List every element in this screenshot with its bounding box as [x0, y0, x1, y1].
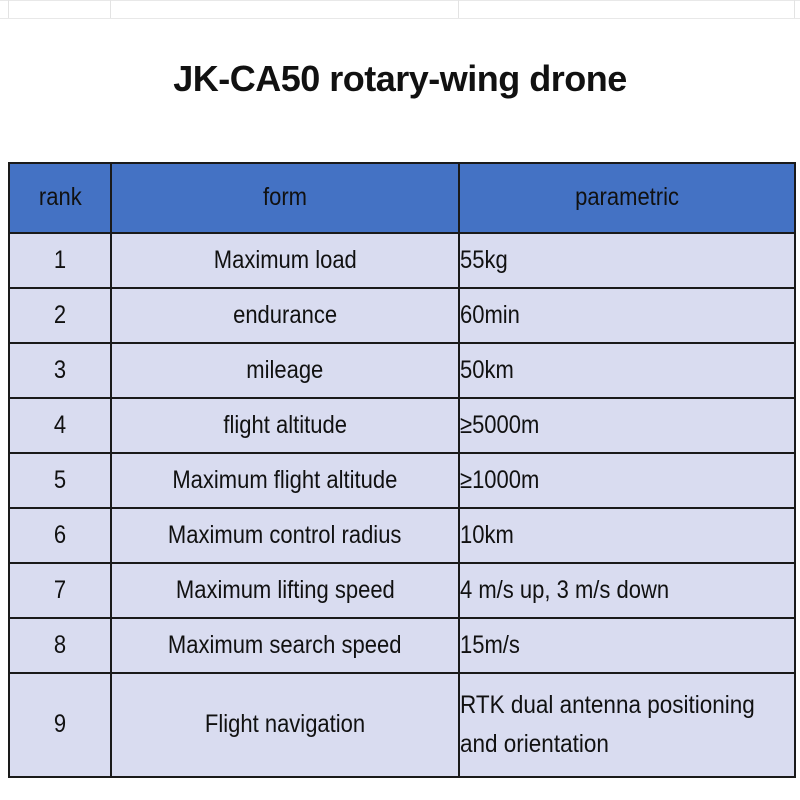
header-label: parametric [575, 183, 679, 212]
header-cell-parametric[interactable] [459, 163, 795, 233]
header-cell-rank[interactable] [9, 163, 111, 233]
cell-parametric[interactable] [459, 453, 795, 508]
cell-form[interactable] [111, 508, 459, 563]
cell-form[interactable] [111, 673, 459, 777]
cell-text: 4 [53, 410, 67, 439]
grid-line [458, 0, 459, 18]
cell-parametric[interactable] [459, 233, 795, 288]
cell-parametric[interactable] [459, 563, 795, 618]
cell-form[interactable] [111, 398, 459, 453]
cell-text: 2 [53, 300, 67, 329]
table-row [9, 563, 795, 618]
cell-text: ≥1000m [460, 465, 540, 494]
cell-form[interactable] [111, 453, 459, 508]
cell-text: 9 [53, 710, 67, 739]
header-row [9, 163, 795, 233]
spec-table [8, 162, 796, 778]
cell-rank[interactable] [9, 453, 111, 508]
header-label: form [263, 183, 307, 212]
cell-parametric[interactable] [459, 398, 795, 453]
cell-text: mileage [246, 355, 324, 384]
cell-text: 10km [460, 520, 514, 549]
cell-text: Maximum flight altitude [172, 465, 398, 494]
cell-text: 15m/s [460, 630, 520, 659]
table-row [9, 673, 795, 777]
cell-text: Maximum control radius [168, 520, 402, 549]
cell-parametric[interactable] [459, 673, 795, 777]
cell-rank[interactable] [9, 618, 111, 673]
cell-text: 7 [53, 575, 67, 604]
cell-text: RTK dual antenna positioning and orientation [460, 691, 755, 758]
table-row [9, 453, 795, 508]
cell-text: Flight navigation [204, 710, 366, 739]
cell-rank[interactable] [9, 398, 111, 453]
title-area [0, 0, 800, 162]
cell-rank[interactable] [9, 343, 111, 398]
cell-rank[interactable] [9, 563, 111, 618]
cell-form[interactable] [111, 233, 459, 288]
grid-line [8, 0, 9, 18]
cell-form[interactable] [111, 618, 459, 673]
cell-text: ≥5000m [460, 410, 540, 439]
table-row [9, 288, 795, 343]
table-row [9, 618, 795, 673]
header-label: rank [38, 183, 82, 212]
cell-parametric[interactable] [459, 508, 795, 563]
cell-parametric[interactable] [459, 343, 795, 398]
cell-form[interactable] [111, 563, 459, 618]
cell-text: 50km [460, 355, 514, 384]
grid-line [0, 18, 800, 19]
table-row [9, 343, 795, 398]
grid-line [110, 0, 111, 18]
cell-text: 6 [53, 520, 67, 549]
cell-rank[interactable] [9, 673, 111, 777]
cell-form[interactable] [111, 343, 459, 398]
cell-text: flight altitude [223, 410, 347, 439]
cell-form[interactable] [111, 288, 459, 343]
cell-text: 4 m/s up, 3 m/s down [460, 575, 670, 604]
cell-text: 3 [53, 355, 67, 384]
grid-line [0, 0, 800, 1]
table-row [9, 508, 795, 563]
cell-text: Maximum lifting speed [175, 575, 395, 604]
cell-text: 5 [53, 465, 67, 494]
cell-text: 55kg [460, 245, 508, 274]
cell-rank[interactable] [9, 508, 111, 563]
cell-text: 60min [460, 300, 520, 329]
cell-text: Maximum search speed [168, 630, 402, 659]
cell-text: Maximum load [213, 245, 357, 274]
grid-line [794, 0, 795, 18]
cell-text: 8 [53, 630, 67, 659]
cell-rank[interactable] [9, 233, 111, 288]
cell-text: 1 [53, 245, 67, 274]
cell-parametric[interactable] [459, 618, 795, 673]
header-cell-form[interactable] [111, 163, 459, 233]
table-row [9, 398, 795, 453]
cell-rank[interactable] [9, 288, 111, 343]
page-title: JK-CA50 rotary-wing drone [173, 58, 627, 99]
cell-text: endurance [233, 300, 337, 329]
table-row [9, 233, 795, 288]
cell-parametric[interactable] [459, 288, 795, 343]
